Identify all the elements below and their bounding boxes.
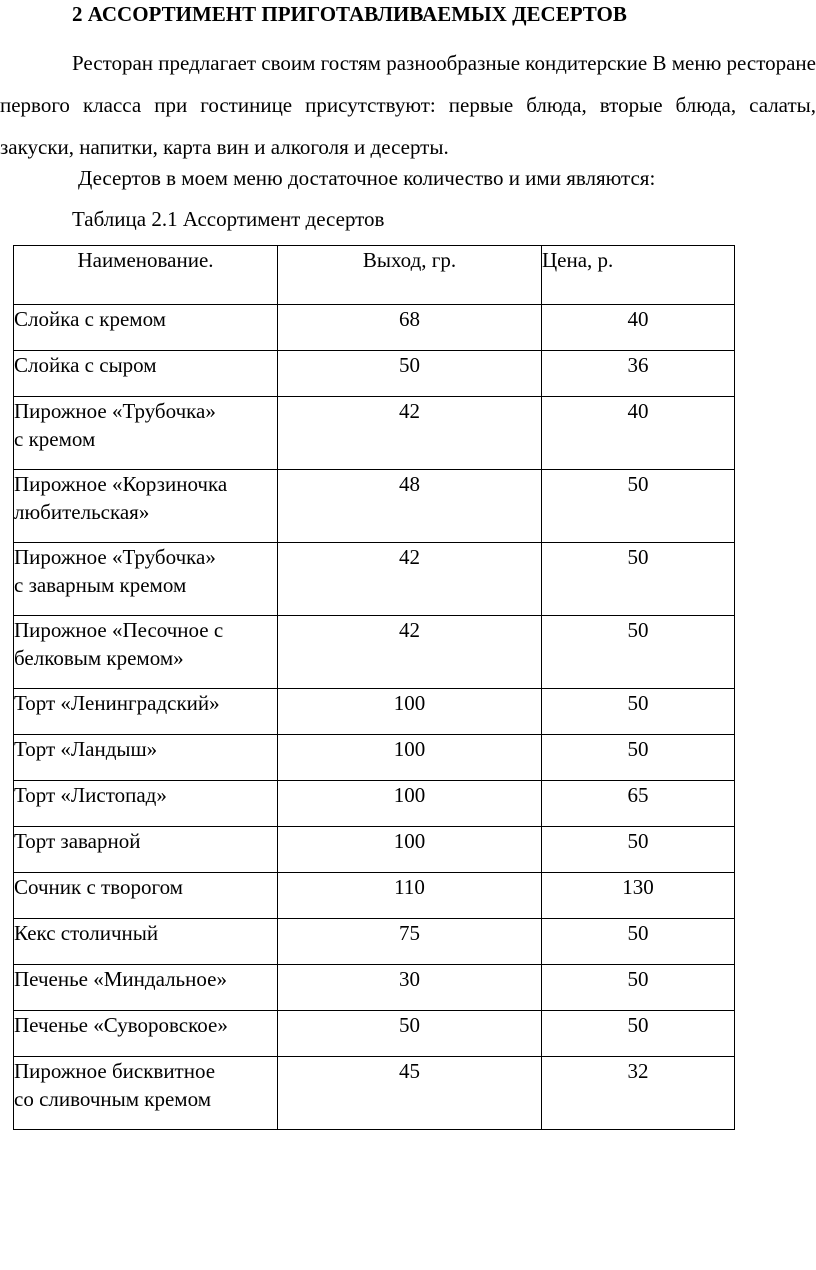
dessert-yield-cell: 75	[278, 919, 542, 965]
dessert-yield-cell: 110	[278, 873, 542, 919]
dessert-yield-cell: 42	[278, 543, 542, 616]
dessert-name-cell	[14, 919, 278, 965]
table-row	[14, 470, 735, 543]
dessert-price-cell: 50	[542, 965, 735, 1011]
menu-intro-line: Десертов в моем меню достаточное количество и ими являются:	[78, 166, 656, 190]
table-row	[14, 351, 735, 397]
header-yield: Выход, гр.	[278, 246, 542, 305]
dessert-name-cell	[14, 305, 278, 351]
dessert-price-cell: 40	[542, 305, 735, 351]
dessert-name-line: Торт «Листопад»	[14, 783, 167, 807]
table-row	[14, 1057, 735, 1130]
table-body	[14, 305, 735, 1130]
table-row	[14, 689, 735, 735]
dessert-name-line: Пирожное «Песочное с	[14, 618, 224, 642]
dessert-price-cell: 65	[542, 781, 735, 827]
dessert-name-line: Торт «Ленинградский»	[14, 691, 220, 715]
dessert-yield-cell: 68	[278, 305, 542, 351]
dessert-name-line: с заварным кремом	[14, 573, 187, 597]
dessert-yield-cell: 42	[278, 397, 542, 470]
table-caption: Таблица 2.1 Ассортимент десертов	[72, 207, 385, 231]
table-row	[14, 616, 735, 689]
dessert-name-cell	[14, 965, 278, 1011]
dessert-name-line: Кекс столичный	[14, 921, 159, 945]
dessert-name-line: с кремом	[14, 427, 96, 451]
dessert-price-cell: 50	[542, 470, 735, 543]
dessert-price-cell: 50	[542, 827, 735, 873]
dessert-price-cell: 130	[542, 873, 735, 919]
dessert-name-line: Слойка с сыром	[14, 353, 157, 377]
dessert-price-cell: 50	[542, 616, 735, 689]
dessert-name-cell	[14, 1011, 278, 1057]
dessert-name-cell	[14, 616, 278, 689]
dessert-name-cell	[14, 735, 278, 781]
table-row	[14, 873, 735, 919]
dessert-name-cell	[14, 470, 278, 543]
dessert-table	[13, 245, 735, 1130]
dessert-name-cell	[14, 543, 278, 616]
table-row	[14, 781, 735, 827]
dessert-yield-cell: 100	[278, 781, 542, 827]
dessert-price-cell: 50	[542, 735, 735, 781]
dessert-name-cell	[14, 781, 278, 827]
header-price: Цена, р.	[542, 246, 735, 305]
dessert-name-line: со сливочным кремом	[14, 1087, 211, 1111]
dessert-price-cell: 36	[542, 351, 735, 397]
dessert-yield-cell: 48	[278, 470, 542, 543]
dessert-price-cell: 50	[542, 1011, 735, 1057]
header-name: Наименование.	[14, 246, 278, 305]
dessert-yield-cell: 30	[278, 965, 542, 1011]
dessert-yield-cell: 42	[278, 616, 542, 689]
dessert-name-cell	[14, 1057, 278, 1130]
table-row	[14, 827, 735, 873]
table-header-row	[14, 246, 735, 305]
dessert-name-line: Торт «Ландыш»	[14, 737, 158, 761]
dessert-name-cell	[14, 827, 278, 873]
table-row	[14, 1011, 735, 1057]
dessert-price-cell: 40	[542, 397, 735, 470]
table-row	[14, 397, 735, 470]
dessert-name-cell	[14, 397, 278, 470]
dessert-name-line: Печенье «Суворовское»	[14, 1013, 228, 1037]
table-row	[14, 735, 735, 781]
dessert-yield-cell: 100	[278, 689, 542, 735]
dessert-name-line: Печенье «Миндальное»	[14, 967, 227, 991]
dessert-price-cell: 32	[542, 1057, 735, 1130]
dessert-yield-cell: 50	[278, 1011, 542, 1057]
section-heading: 2 АССОРТИМЕНТ ПРИГОТАВЛИВАЕМЫХ ДЕСЕРТОВ	[72, 2, 627, 26]
dessert-name-cell	[14, 873, 278, 919]
dessert-name-line: любительская»	[14, 500, 150, 524]
dessert-price-cell: 50	[542, 919, 735, 965]
dessert-name-line: Торт заварной	[14, 829, 141, 853]
dessert-yield-cell: 100	[278, 735, 542, 781]
dessert-yield-cell: 50	[278, 351, 542, 397]
dessert-name-line: Пирожное «Трубочка»	[14, 399, 216, 423]
dessert-name-line: Пирожное «Трубочка»	[14, 545, 216, 569]
dessert-price-cell: 50	[542, 543, 735, 616]
dessert-price-cell: 50	[542, 689, 735, 735]
table-row	[14, 919, 735, 965]
dessert-name-line: белковым кремом»	[14, 646, 184, 670]
dessert-name-cell	[14, 689, 278, 735]
dessert-name-cell	[14, 351, 278, 397]
table-row	[14, 965, 735, 1011]
table-row	[14, 305, 735, 351]
table-row	[14, 543, 735, 616]
dessert-name-line: Пирожное бисквитное	[14, 1059, 216, 1083]
dessert-yield-cell: 100	[278, 827, 542, 873]
intro-paragraph: Ресторан предлагает своим гостям разнообразные кондитерские В меню ресторане первого класса при гостинице присутствуют: первые блюда, вторые блюда, салаты, закуски, напитки, карта вин и алкоголя и десерты.	[0, 51, 816, 159]
dessert-name-line: Пирожное «Корзиночка	[14, 472, 228, 496]
dessert-name-line: Слойка с кремом	[14, 307, 166, 331]
dessert-yield-cell: 45	[278, 1057, 542, 1130]
dessert-name-line: Сочник с творогом	[14, 875, 183, 899]
